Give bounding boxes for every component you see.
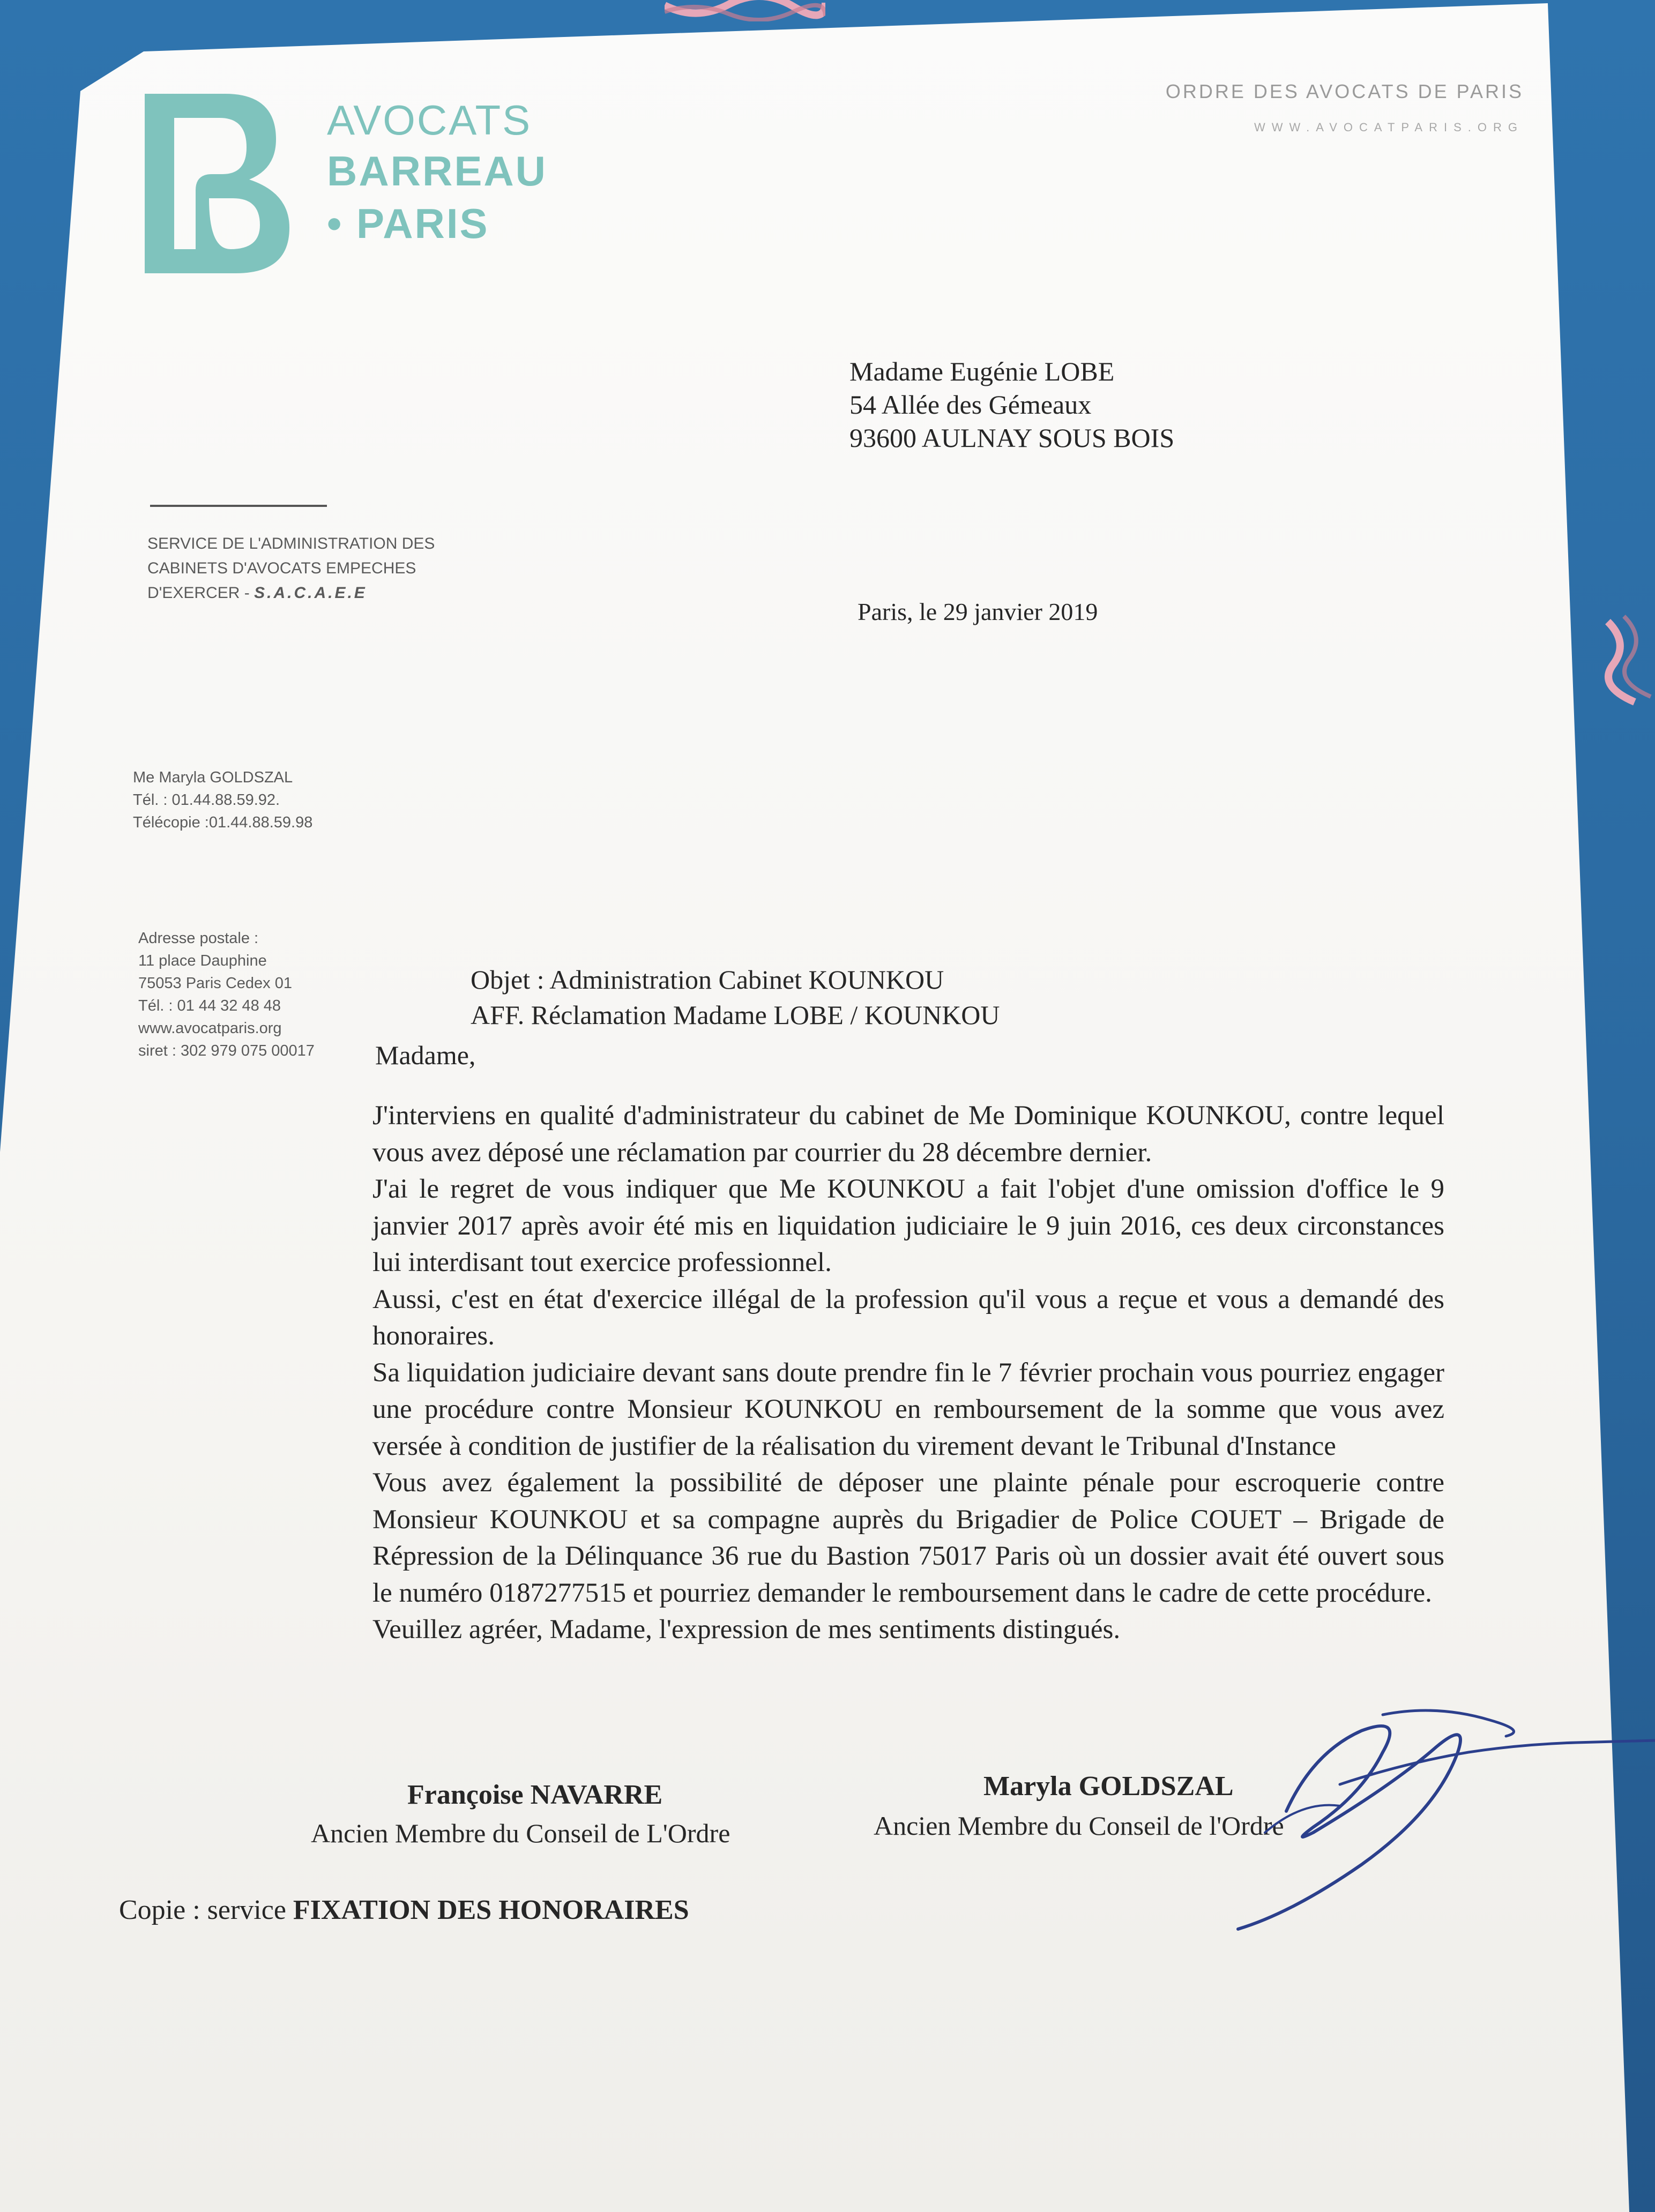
postal-street: 11 place Dauphine bbox=[138, 952, 267, 969]
postal-label: Adresse postale : bbox=[138, 930, 259, 947]
service-line-prefix: D'EXERCER - bbox=[147, 584, 250, 602]
contact-fax: Télécopie :01.44.88.59.98 bbox=[133, 814, 313, 831]
ordre-url: WWW.AVOCATPARIS.ORG bbox=[1254, 121, 1524, 134]
postal-website: www.avocatparis.org bbox=[138, 1020, 282, 1037]
subject-block bbox=[471, 962, 1000, 1033]
postal-address-block bbox=[138, 927, 315, 1062]
cord-decoration bbox=[665, 0, 825, 21]
signatory-role: Ancien Membre du Conseil de L'Ordre bbox=[311, 1818, 730, 1848]
body-paragraph: Sa liquidation judiciaire devant sans doute prendre fin le 7 février prochain vous pourriez engager une procédure contre Monsieur KOUNKOU en remboursement de la somme que vous avez versée à condition de justifier de la réalisation du virement devant le Tribunal d'Instance bbox=[372, 1357, 1444, 1461]
logo-text-paris: • PARIS bbox=[327, 200, 489, 247]
logo-text-barreau: BARREAU bbox=[327, 147, 547, 195]
salutation: Madame, bbox=[375, 1040, 476, 1070]
logo-text-avocats: AVOCATS bbox=[327, 96, 532, 144]
barreau-b-logo-icon bbox=[145, 94, 289, 273]
recipient-city: 93600 AULNAY SOUS BOIS bbox=[849, 423, 1175, 453]
ordre-heading: ORDRE DES AVOCATS DE PARIS bbox=[1165, 80, 1524, 102]
contact-block bbox=[133, 766, 312, 834]
subject-reference: AFF. Réclamation Madame LOBE / KOUNKOU bbox=[471, 1000, 1000, 1030]
letter-date: Paris, le 29 janvier 2019 bbox=[858, 598, 1098, 625]
service-line bbox=[147, 581, 435, 606]
recipient-address bbox=[849, 355, 1174, 454]
contact-name: Me Maryla GOLDSZAL bbox=[133, 769, 293, 786]
signatory-role: Ancien Membre du Conseil de l'Ordre bbox=[874, 1811, 1284, 1841]
body-paragraph: Aussi, c'est en état d'exercice illégal de la profession qu'il vous a reçue et vous a demandé des honoraires. bbox=[372, 1284, 1444, 1351]
cord-decoration bbox=[1602, 611, 1655, 707]
letter-body bbox=[372, 1097, 1444, 1648]
closing-line: Veuillez agréer, Madame, l'expression de mes sentiments distingués. bbox=[372, 1615, 1121, 1645]
copy-label: Copie : service bbox=[119, 1895, 293, 1925]
body-paragraph: J'interviens en qualité d'administrateur du cabinet de Me Dominique KOUNKOU, contre lequel vous avez déposé une réclamation par courrier du 28 décembre dernier. bbox=[372, 1101, 1444, 1168]
copy-recipient: FIXATION DES HONORAIRES bbox=[293, 1895, 689, 1925]
divider bbox=[150, 505, 327, 507]
service-line: SERVICE DE L'ADMINISTRATION DES bbox=[147, 535, 435, 552]
recipient-name: Madame Eugénie LOBE bbox=[849, 356, 1115, 386]
handwritten-signature bbox=[1061, 1672, 1655, 1951]
recipient-street: 54 Allée des Gémeaux bbox=[849, 390, 1092, 420]
postal-phone: Tél. : 01 44 32 48 48 bbox=[138, 997, 281, 1014]
postal-siret: siret : 302 979 075 00017 bbox=[138, 1042, 315, 1059]
service-line: CABINETS D'AVOCATS EMPECHES bbox=[147, 559, 416, 577]
contact-phone: Tél. : 01.44.88.59.92. bbox=[133, 791, 280, 809]
signatory-name: Françoise NAVARRE bbox=[407, 1780, 663, 1810]
service-block bbox=[147, 532, 435, 606]
body-paragraph: Vous avez également la possibilité de déposer une plainte pénale pour escroquerie contre Monsieur KOUNKOU et sa compagne auprès du Brigadier de Police COUET – Brigade de Répression de la Délinquance 36 rue du Bastion 75017 Paris où un dossier avait été ouvert sous le numéro 0187277515 et pourriez demander le remboursement dans le cadre de cette procédure. bbox=[372, 1468, 1444, 1608]
signatory-name: Maryla GOLDSZAL bbox=[983, 1771, 1234, 1802]
body-paragraph: J'ai le regret de vous indiquer que Me KOUNKOU a fait l'objet d'une omission d'office le 9 janvier 2017 après avoir été mis en liquidation judiciaire le 9 juin 2016, ces deux circonstances lui interdisant tout exercice professionnel. bbox=[372, 1174, 1444, 1277]
subject-line: Objet : Administration Cabinet KOUNKOU bbox=[471, 965, 944, 995]
service-acronym: S.A.C.A.E.E bbox=[254, 584, 367, 602]
copy-notice bbox=[119, 1894, 689, 1926]
postal-city: 75053 Paris Cedex 01 bbox=[138, 975, 292, 992]
